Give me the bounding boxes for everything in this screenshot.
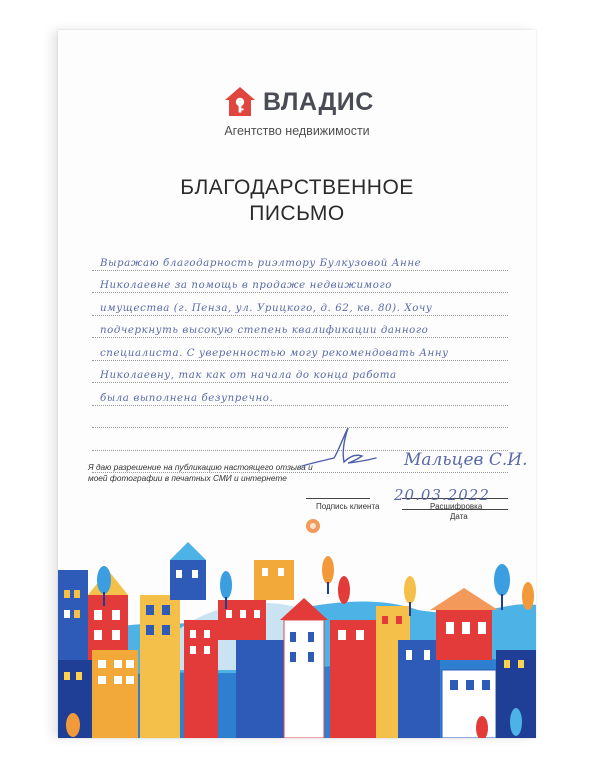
- letter-line: [92, 361, 508, 384]
- house-key-icon: [223, 85, 257, 119]
- letter-sheet: [58, 30, 536, 738]
- handwritten-text: Выражаю благодарность риэлтору Булкузовой Анне: [100, 257, 422, 269]
- date-caption: Дата: [450, 512, 468, 521]
- letter-line: [92, 271, 508, 294]
- city-illustration: [58, 500, 536, 738]
- publication-consent: Я даю разрешение на публикацию настоящего отзыва и моей фотографии в печатных СМИ и интернете: [88, 462, 313, 483]
- handwritten-text: имущества (г. Пенза, ул. Урицкого, д. 62, кв. 80). Хочу: [100, 302, 433, 314]
- letter-title-line-1: БЛАГОДАРСТВЕННОЕ: [180, 176, 414, 199]
- letter-line: [92, 383, 508, 406]
- decoding-value: Мальцев С.И.: [404, 450, 528, 470]
- handwritten-text: была выполнена безупречно.: [100, 392, 274, 404]
- letter-title-line-2: ПИСЬМО: [249, 202, 345, 225]
- date-value: 20.03.2022: [394, 486, 490, 504]
- handwritten-text: подчеркнуть высокую степень квалификации данного: [100, 325, 429, 336]
- letter-line: [92, 248, 508, 271]
- handwritten-text: Николаевну, так как от начала до конца работа: [100, 370, 397, 381]
- client-signature-line: [306, 498, 370, 499]
- decoding-caption: Расшифровка: [430, 502, 483, 511]
- brand-logo: [223, 84, 374, 120]
- letter-line: [92, 338, 508, 361]
- brand-tagline: Агентство недвижимости: [224, 124, 370, 138]
- handwritten-text: специалиста. С уверенностью могу рекомендовать Анну: [100, 347, 449, 359]
- handwritten-text: Николаевне за помощь в продаже недвижимого: [100, 280, 392, 291]
- brand-name: ВЛАДИС: [263, 87, 374, 116]
- letter-line: [92, 316, 508, 339]
- letter-line: [92, 293, 508, 316]
- client-signature-caption: Подпись клиента: [316, 502, 380, 511]
- client-signature: [298, 422, 380, 472]
